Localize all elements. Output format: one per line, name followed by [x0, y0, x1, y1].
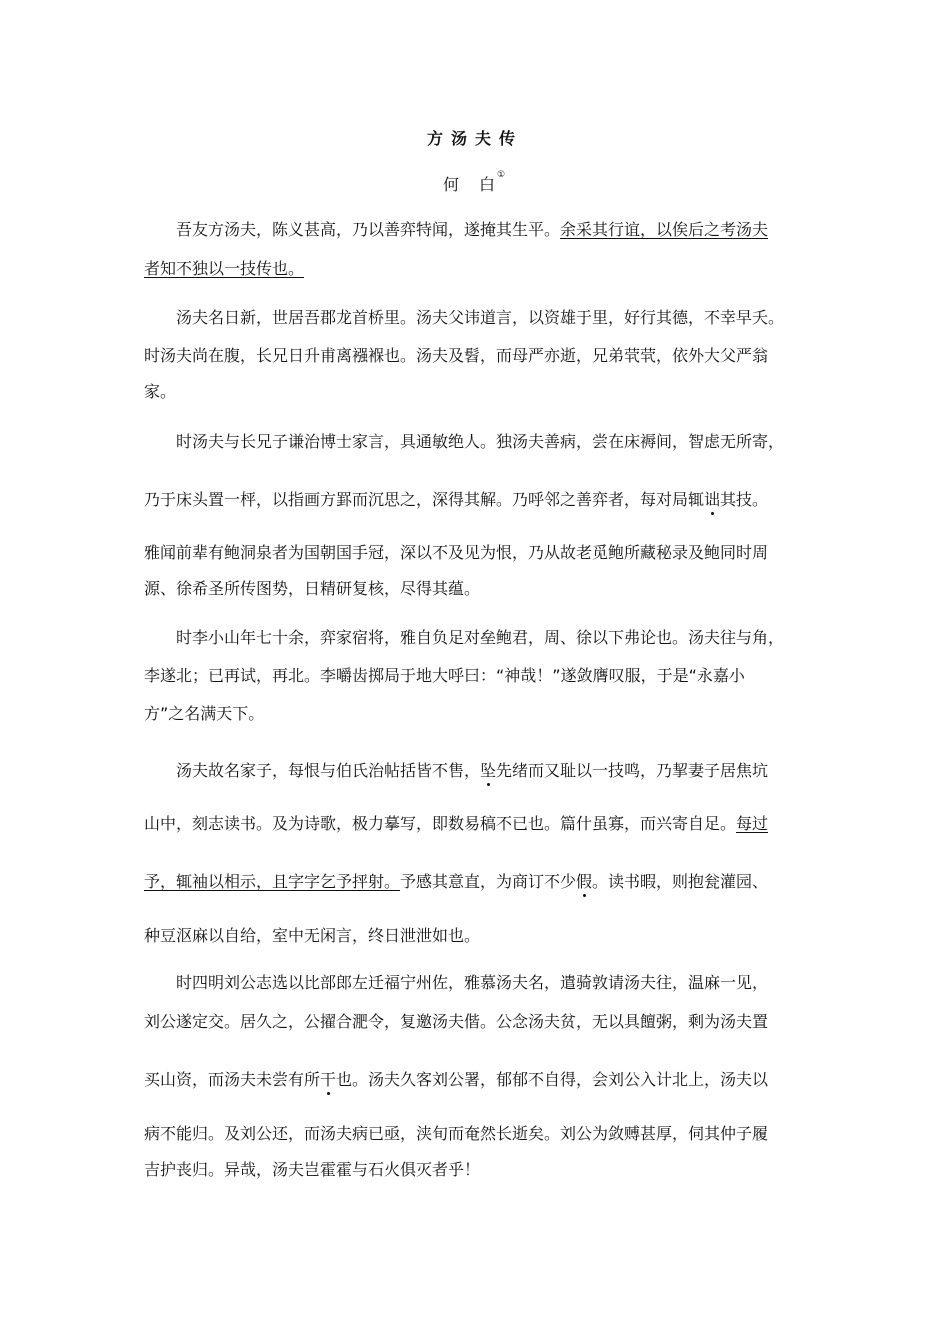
text-line	[144, 488, 814, 512]
text-line	[144, 541, 814, 565]
text-span: 予感其意直，为商订不少	[400, 872, 577, 891]
emphasis-char: 诎	[704, 490, 721, 509]
text-span: 其技。	[720, 490, 769, 509]
author-name: 何 白	[442, 175, 497, 194]
text-span: 也。汤夫久客刘公署，郁郁不自得，会刘公入计北上，汤夫以	[336, 1070, 769, 1089]
text-span: 源、徐希圣所传图势，日精研复核，尽得其蕴。	[144, 579, 481, 598]
text-line	[176, 971, 816, 995]
text-span: 买山资，而汤夫未尝有所	[144, 1070, 321, 1089]
text-span: 吉护丧归。异哉，汤夫岂霍霍与石火俱灭者乎！	[144, 1160, 481, 1179]
footnote-marker: ①	[496, 170, 508, 180]
text-span: 时四明刘公志选以比部郎左迁福宁州佐，雅慕汤夫名，遣骑敦请汤夫往，温麻一见，	[176, 973, 769, 992]
text-line	[176, 626, 816, 650]
text-line	[176, 759, 816, 783]
emphasis-char: 干	[320, 1070, 337, 1089]
underlined-span: 者知不独以一技传也。	[144, 259, 305, 278]
text-span: 种豆沤麻以自给，室中无闲言，终日泄泄如也。	[144, 926, 481, 945]
text-span: 雅闻前辈有鲍洞泉者为国朝国手冠，深以不及见为恨，乃从故老觅鲍所藏秘录及鲍同时周	[144, 543, 769, 562]
text-span: 病不能归。及刘公还，而汤夫病已亟，浃旬而奄然长逝矣。刘公为敛赙甚厚，伺其仲子履	[144, 1124, 769, 1143]
underlined-span: 每过	[736, 814, 769, 833]
text-line	[176, 218, 816, 242]
text-line	[144, 344, 814, 368]
text-line	[176, 430, 816, 454]
text-span: 李遂北；已再试，再北。李嚼齿掷局于地大呼曰：“神哉！”遂敛膺叹服，于是“永嘉小	[144, 666, 745, 685]
text-line	[144, 1010, 814, 1034]
text-span: 刘公遂定交。居久之，公擢合淝令，复邀汤夫偕。公念汤夫贫，无以具饘粥，剩为汤夫置	[144, 1012, 769, 1031]
text-span: 先绪而又耻以一技鸣，乃挈妻子居焦坑	[496, 761, 769, 780]
text-line	[176, 306, 816, 330]
emphasis-char: 假	[576, 872, 593, 891]
text-line	[144, 870, 814, 894]
text-line	[144, 812, 814, 836]
text-line	[144, 702, 814, 726]
text-span: 汤夫名日新，世居吾郡龙首桥里。汤夫父讳道言，以资雄于里，好行其德，不幸早夭。	[176, 308, 785, 327]
text-line	[144, 257, 814, 281]
text-line	[144, 924, 814, 948]
text-line	[144, 664, 814, 688]
text-span: 时汤夫与长兄子谦治博士家言，具通敏绝人。独汤夫善病，尝在床褥间，智虑无所寄，	[176, 432, 785, 451]
text-span: 汤夫故名家子，每恨与伯氏治帖括皆不售，	[176, 761, 481, 780]
text-line	[144, 380, 814, 404]
document-title: 方汤夫传	[426, 129, 523, 148]
text-line	[144, 1068, 814, 1092]
text-span: 时李小山年七十余，弈家宿将，雅自负足对垒鲍君，周、徐以下弗论也。汤夫往与角，	[176, 628, 785, 647]
text-span: 吾友方汤夫，陈义甚高，乃以善弈特闻，遂掩其生平。	[176, 220, 561, 239]
text-line	[144, 1158, 814, 1182]
text-span: 乃于床头置一枰，以指画方罫而沉思之，深得其解。乃呼邻之善弈者，每对局辄	[144, 490, 705, 509]
text-span: 方”之名满天下。	[144, 704, 265, 723]
underlined-span: 余采其行谊，以俟后之考汤夫	[560, 220, 769, 239]
emphasis-char: 坠	[480, 761, 497, 780]
author-line	[0, 172, 950, 195]
text-span: 山中，刻志读书。及为诗歌，极力摹写，即数易稿不已也。篇什虽寡，而兴寄自足。	[144, 814, 737, 833]
text-span: 时汤夫尚在腹，长兄日升甫离襁褓也。汤夫及髫，而母严亦逝，兄弟茕茕，依外大父严翁	[144, 346, 769, 365]
text-line	[144, 577, 814, 601]
underlined-span: 予，辄袖以相示，且字字乞予抨射。	[144, 872, 401, 891]
text-span: 。读书暇，则抱瓮灌园、	[592, 872, 769, 891]
text-line	[144, 1122, 814, 1146]
text-span: 家。	[144, 382, 177, 401]
